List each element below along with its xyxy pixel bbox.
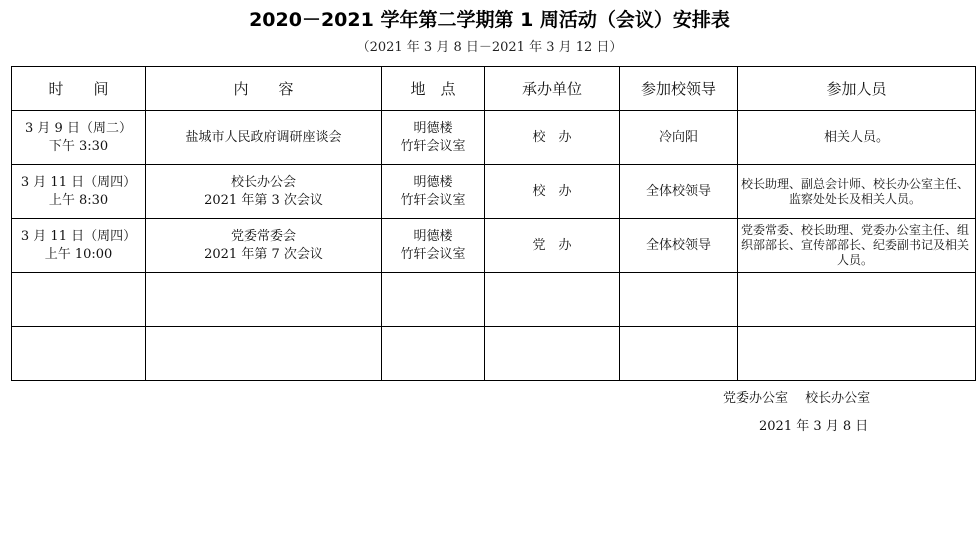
cell-participants: 相关人员。 — [738, 111, 976, 165]
cell-host: 党 办 — [485, 219, 620, 273]
cell-leaders: 全体校领导 — [620, 219, 738, 273]
table-header-row — [12, 67, 976, 111]
empty-cell — [146, 327, 382, 381]
cell-host: 校 办 — [485, 165, 620, 219]
place-building: 明德楼 — [413, 174, 453, 190]
header-leaders: 参加校领导 — [620, 67, 738, 111]
cell-time — [12, 111, 146, 165]
cell-host: 校 办 — [485, 111, 620, 165]
cell-content — [146, 165, 382, 219]
cell-place — [382, 165, 485, 219]
empty-cell — [12, 273, 146, 327]
place-room: 竹轩会议室 — [400, 138, 466, 154]
content-line: 党委常委会 — [230, 228, 296, 244]
content-line: 2021 年第 3 次会议 — [204, 192, 323, 208]
cell-leaders: 冷向阳 — [620, 111, 738, 165]
place-building: 明德楼 — [413, 228, 453, 244]
header-time: 时 间 — [12, 67, 146, 111]
empty-cell — [620, 273, 738, 327]
empty-cell — [12, 327, 146, 381]
place-building: 明德楼 — [413, 120, 453, 136]
cell-leaders: 全体校领导 — [620, 165, 738, 219]
empty-cell — [146, 273, 382, 327]
table-row — [12, 111, 976, 165]
empty-cell — [738, 327, 976, 381]
cell-participants: 党委常委、校长助理、党委办公室主任、组织部部长、宣传部部长、纪委副书记及相关人员。 — [738, 219, 976, 273]
time-clock: 下午 3:30 — [48, 138, 109, 154]
table-row — [12, 219, 976, 273]
empty-row — [12, 327, 976, 381]
cell-place — [382, 111, 485, 165]
schedule-table — [11, 66, 976, 381]
content-line: 校长办公会 — [230, 174, 296, 190]
time-date: 3 月 11 日（周四） — [20, 174, 137, 190]
empty-cell — [485, 273, 620, 327]
place-room: 竹轩会议室 — [400, 192, 466, 208]
table-row — [12, 165, 976, 219]
cell-time — [12, 165, 146, 219]
time-date: 3 月 11 日（周四） — [20, 228, 137, 244]
place-room: 竹轩会议室 — [400, 246, 466, 262]
empty-cell — [382, 327, 485, 381]
empty-row — [12, 273, 976, 327]
cell-time — [12, 219, 146, 273]
signature-date: 2021 年 3 月 8 日 — [759, 419, 869, 434]
time-clock: 上午 10:00 — [44, 246, 113, 262]
header-content: 内 容 — [146, 67, 382, 111]
date-range-subtitle: （2021 年 3 月 8 日－2021 年 3 月 12 日） — [356, 40, 623, 55]
time-date: 3 月 9 日（周二） — [25, 120, 132, 136]
cell-content — [146, 111, 382, 165]
empty-cell — [382, 273, 485, 327]
content-line: 2021 年第 7 次会议 — [204, 246, 323, 262]
header-host-unit: 承办单位 — [485, 67, 620, 111]
empty-cell — [485, 327, 620, 381]
empty-cell — [620, 327, 738, 381]
empty-cell — [738, 273, 976, 327]
header-participants: 参加人员 — [738, 67, 976, 111]
signature-offices: 党委办公室 校长办公室 — [723, 391, 871, 406]
cell-participants: 校长助理、副总会计师、校长办公室主任、监察处处长及相关人员。 — [738, 165, 976, 219]
page-title: 2020－2021 学年第二学期第 1 周活动（会议）安排表 — [249, 9, 730, 31]
content-line: 盐城市人民政府调研座谈会 — [185, 129, 342, 145]
time-clock: 上午 8:30 — [48, 192, 109, 208]
cell-place — [382, 219, 485, 273]
cell-content — [146, 219, 382, 273]
header-place: 地 点 — [382, 67, 485, 111]
